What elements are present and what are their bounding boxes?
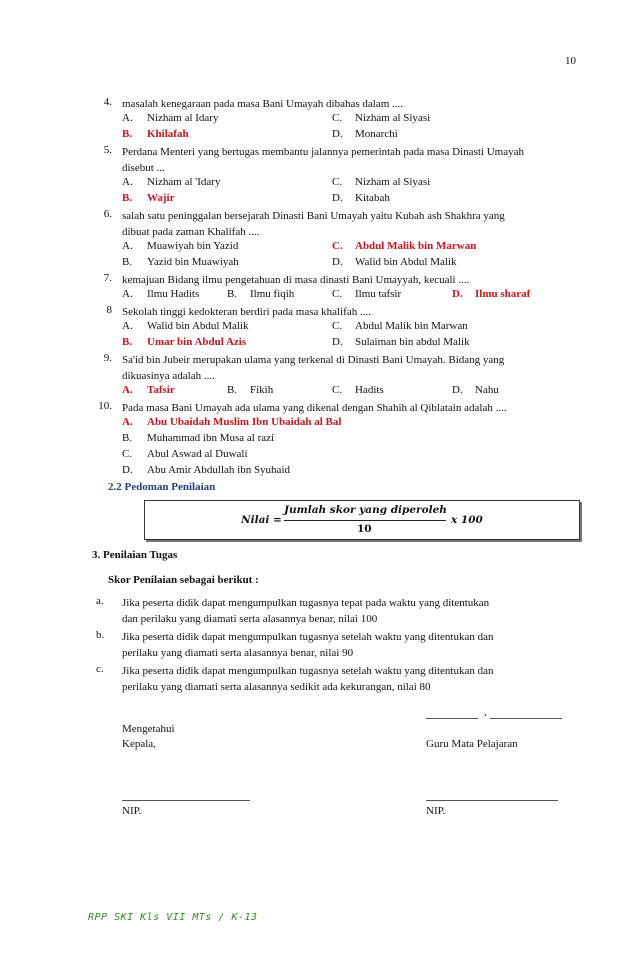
option-text: Ilmu tafsir — [355, 288, 402, 300]
question-number: 5. — [103, 144, 112, 156]
item-text-line-2: perilaku yang diamati serta alasannya benar, nilai 90 — [122, 647, 354, 659]
option-text: Fikih — [250, 384, 274, 396]
option-label: D. — [332, 192, 343, 204]
question-text-line-1: salah satu peninggalan bersejarah Dinasti Bani Umayah yaitu Kubah ash Shakhra yang — [122, 210, 505, 222]
option-text: Abul Aswad al Duwali — [147, 448, 248, 460]
option-label: D. — [332, 336, 343, 348]
formula-left: Nilai = — [241, 514, 282, 526]
option-label-answer: C. — [332, 240, 343, 252]
option-text: Sulaiman bin abdul Malik — [355, 336, 470, 348]
question-text: kemajuan Bidang ilmu pengetahuan di masa dinasti Bani Umayyah, kecuali .... — [122, 274, 470, 286]
option-label: A. — [122, 288, 133, 300]
option-label: A. — [122, 112, 133, 124]
question-text-line-1: Sa'id bin Jubeir merupakan ulama yang terkenal di Dinasti Bani Umayah. Bidang yang — [122, 354, 505, 366]
item-label: c. — [96, 663, 104, 675]
option-text-answer: Umar bin Abdul Azis — [147, 336, 247, 348]
option-text: Monarchi — [355, 128, 398, 140]
option-text: Muawiyah bin Yazid — [147, 240, 239, 252]
question-number: 6. — [103, 208, 112, 220]
option-text: Kitabah — [355, 192, 390, 204]
option-label: C. — [122, 448, 133, 460]
option-label: A. — [122, 320, 133, 332]
item-text-line-1: Jika peserta didik dapat mengumpulkan tugasnya setelah waktu yang ditentukan dan — [122, 631, 494, 643]
option-label: C. — [332, 320, 343, 332]
option-text: Nahu — [475, 384, 499, 396]
item-label: b. — [96, 629, 105, 641]
question-text: masalah kenegaraan pada masa Bani Umayah dibahas dalam .... — [122, 98, 403, 110]
question-number: 9. — [103, 352, 112, 364]
pedoman-heading: 2.2 Pedoman Penilaian — [108, 481, 216, 493]
tugas-heading: 3. Penilaian Tugas — [92, 549, 178, 561]
question-text: Sekolah tinggi kedokteran berdiri pada masa khalifah .... — [122, 306, 371, 318]
mengetahui-label: Mengetahui — [122, 723, 175, 735]
guru-label: Guru Mata Pelajaran — [426, 738, 518, 750]
option-text: Ilmu fiqih — [250, 288, 295, 300]
option-label: D. — [332, 256, 343, 268]
option-text-answer: Ilmu sharaf — [475, 288, 531, 300]
option-label: C. — [332, 176, 343, 188]
item-text-line-2: dan perilaku yang diamati serta alasannya benar, nilai 100 — [122, 613, 378, 625]
option-label: D. — [452, 384, 463, 396]
option-text-answer: Khilafah — [147, 128, 189, 140]
option-label: B. — [227, 288, 238, 300]
option-text-answer: Abu Ubaidah Muslim Ibn Ubaidah al Bal — [147, 416, 342, 428]
item-label: a. — [96, 595, 104, 607]
formula-denominator: 10 — [357, 523, 372, 535]
question-number: 7. — [103, 272, 112, 284]
signature-line-right — [426, 800, 558, 801]
option-label: C. — [332, 112, 343, 124]
item-text-line-2: perilaku yang diamati serta alasannya sedikit ada kekurangan, nilai 80 — [122, 681, 431, 693]
option-label: A. — [122, 176, 133, 188]
question-text-line-2: dikuasinya adalah .... — [122, 370, 215, 382]
fraction-bar — [284, 520, 446, 521]
option-text: Ilmu Hadits — [147, 288, 200, 300]
nip-left: NIP. — [122, 805, 142, 817]
option-text: Muhammad ibn Musa al razi — [147, 432, 275, 444]
page-number: 10 — [565, 55, 576, 67]
option-label: B. — [227, 384, 238, 396]
formula-box — [144, 500, 580, 540]
option-text: Yazid bin Muawiyah — [147, 256, 239, 268]
option-text: Nizham al 'Idary — [147, 176, 221, 188]
option-text: Nizham al Siyasi — [355, 112, 431, 124]
option-text-answer: Abdul Malik bin Marwan — [355, 240, 477, 252]
kepala-label: Kepala, — [122, 738, 156, 750]
date-comma: , — [484, 706, 487, 718]
option-text: Walid bin Abdul Malik — [147, 320, 249, 332]
option-label-answer: B. — [122, 192, 133, 204]
option-text-answer: Tafsir — [147, 384, 175, 396]
date-line — [490, 718, 562, 719]
question-number: 10. — [98, 400, 112, 412]
option-text: Abu Amir Abdullah ibn Syuhaid — [147, 464, 290, 476]
option-label: B. — [122, 432, 133, 444]
option-label: D. — [122, 464, 133, 476]
option-label-answer: A. — [122, 416, 133, 428]
question-number: 8 — [106, 304, 112, 316]
option-text: Walid bin Abdul Malik — [355, 256, 457, 268]
option-label: C. — [332, 288, 343, 300]
option-text: Nizham al Siyasi — [355, 176, 431, 188]
formula-multiplier: x 100 — [451, 514, 483, 526]
question-text-line-2: dibuat pada zaman Khalifah .... — [122, 226, 260, 238]
option-text: Hadits — [355, 384, 384, 396]
formula-numerator: Jumlah skor yang diperoleh — [284, 504, 447, 516]
signature-line-left — [122, 800, 250, 801]
footer-text: RPP SKI Kls VII MTs / K-13 — [88, 912, 258, 923]
question-number: 4. — [103, 96, 112, 108]
question-text-line-2: disebut ... — [122, 162, 165, 174]
option-text: Nizham al Idary — [147, 112, 219, 124]
option-text-answer: Wajir — [147, 192, 175, 204]
question-text-line-1: Perdana Menteri yang bertugas membantu jalannya pemerintah pada masa Dinasti Umayah — [122, 146, 524, 158]
option-label-answer: B. — [122, 128, 133, 140]
nip-right: NIP. — [426, 805, 446, 817]
option-text: Abdul Malik bin Marwan — [355, 320, 468, 332]
option-label-answer: D. — [452, 288, 463, 300]
question-text: Pada masa Bani Umayah ada ulama yang dikenal dengan Shahih al Qiblatain adalah .... — [122, 402, 507, 414]
date-place-line — [426, 718, 478, 719]
item-text-line-1: Jika peserta didik dapat mengumpulkan tugasnya setelah waktu yang ditentukan dan — [122, 665, 494, 677]
item-text-line-1: Jika peserta didik dapat mengumpulkan tugasnya tepat pada waktu yang ditentukan — [122, 597, 490, 609]
option-label: D. — [332, 128, 343, 140]
option-label-answer: B. — [122, 336, 133, 348]
option-label: C. — [332, 384, 343, 396]
option-label: B. — [122, 256, 133, 268]
option-label: A. — [122, 240, 133, 252]
tugas-subheading: Skor Penilaian sebagai berikut : — [108, 574, 259, 586]
option-label-answer: A. — [122, 384, 133, 396]
